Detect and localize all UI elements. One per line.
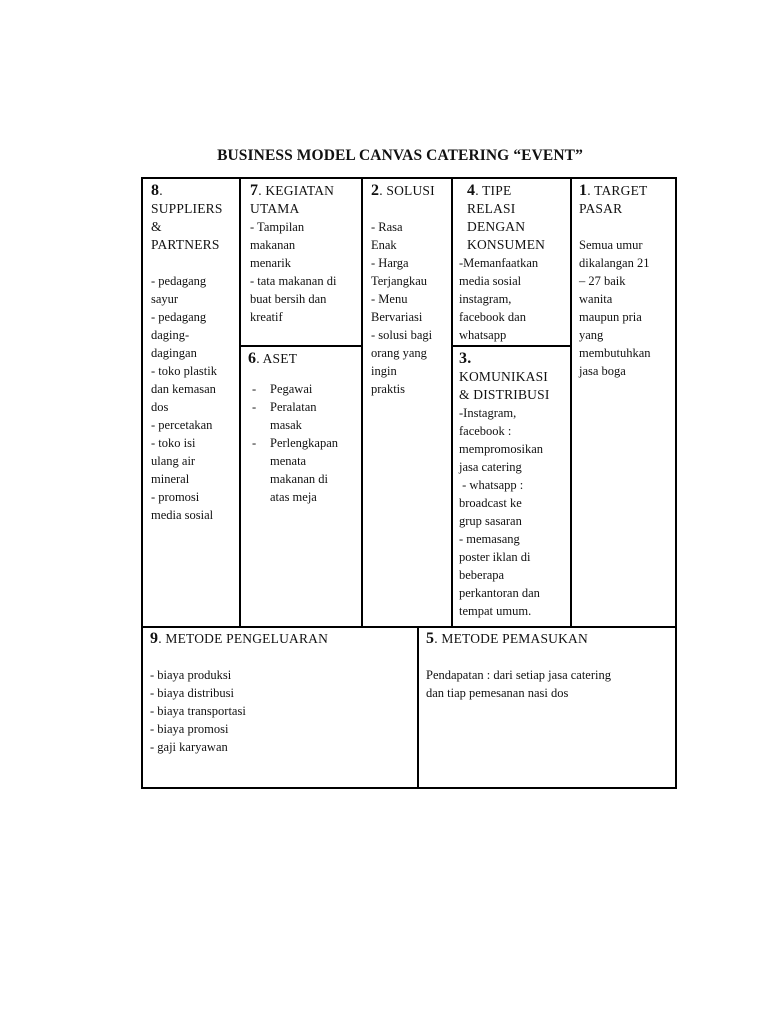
cost-structure-block — [150, 630, 415, 756]
header-line: METODE PEMASUKAN — [441, 631, 588, 646]
text-line: Enak — [371, 238, 397, 252]
text-line: Peralatan — [270, 400, 317, 414]
header-line: DENGAN — [467, 219, 526, 234]
block-number: 4 — [467, 182, 476, 199]
block-header: 9. METODE PENGELUARAN — [150, 630, 329, 647]
text-line: - tata makanan di — [250, 274, 337, 288]
header-line: RELASI — [467, 201, 516, 216]
text-line: mineral — [151, 472, 190, 486]
text-line: grup sasaran — [459, 514, 522, 528]
text-line: maupun pria — [579, 310, 642, 324]
block-header: 2. SOLUSI — [371, 182, 435, 199]
block-header: 8. SUPPLIERS & PARTNERS — [151, 182, 237, 254]
divider — [451, 345, 572, 347]
customer-relationships-block — [459, 182, 569, 344]
text-line: perkantoran dan — [459, 586, 540, 600]
customer-segments-block — [579, 182, 675, 380]
text-line: dan kemasan — [151, 382, 216, 396]
text-line: ulang air — [151, 454, 196, 468]
text-line: tempat umum. — [459, 604, 532, 618]
block-number: 9 — [150, 630, 159, 647]
block-number: 1 — [579, 182, 588, 199]
block-header: 1. TARGET PASAR — [579, 182, 675, 218]
text-line: menata — [270, 454, 307, 468]
text-line: - biaya transportasi — [150, 704, 246, 718]
text-line: jasa boga — [579, 364, 626, 378]
text-line: kreatif — [250, 310, 283, 324]
divider — [417, 626, 419, 787]
divider — [570, 179, 572, 626]
text-line: makanan di — [270, 472, 328, 486]
header-line: TIPE — [482, 183, 512, 198]
text-line: - Tampilan — [250, 220, 305, 234]
revenue-streams-block — [426, 630, 674, 702]
text-line: membutuhkan — [579, 346, 651, 360]
header-line: METODE PENGELUARAN — [165, 631, 329, 646]
header-line: SUPPLIERS — [151, 201, 223, 216]
header-line: & — [151, 219, 162, 234]
page-title: BUSINESS MODEL CANVAS CATERING “EVENT” — [217, 147, 583, 164]
header-line: UTAMA — [250, 201, 300, 216]
block-content — [250, 218, 360, 326]
text-line: wanita — [579, 292, 613, 306]
block-number: 3. — [459, 350, 472, 367]
text-line: - pedagang — [151, 274, 207, 288]
text-line: instagram, — [459, 292, 512, 306]
text-line: - whatsapp : — [459, 478, 524, 492]
text-line: – 27 baik — [579, 274, 626, 288]
header-line: ASET — [262, 351, 298, 366]
divider — [239, 179, 241, 626]
text-line: facebook dan — [459, 310, 526, 324]
text-line: -Instagram, — [459, 406, 517, 420]
text-line: menarik — [250, 256, 291, 270]
key-resources-block — [248, 350, 360, 506]
text-line: dan tiap pemesanan nasi dos — [426, 686, 569, 700]
text-line: orang yang — [371, 346, 427, 360]
block-header: 5. METODE PEMASUKAN — [426, 630, 588, 647]
value-proposition-block — [371, 182, 451, 398]
text-line: - memasang — [459, 532, 520, 546]
text-line: - Rasa — [371, 220, 403, 234]
block-number: 8 — [151, 182, 160, 199]
block-content — [459, 254, 569, 344]
block-content — [459, 404, 569, 620]
text-line: - Menu — [371, 292, 408, 306]
block-header: 7. KEGIATAN UTAMA — [250, 182, 360, 218]
header-line: KOMUNIKASI — [459, 369, 548, 384]
text-line: - biaya promosi — [150, 722, 229, 736]
list-item — [248, 380, 360, 398]
text-line: masak — [270, 418, 302, 432]
divider — [361, 179, 363, 626]
channels-block — [459, 350, 569, 620]
block-content — [150, 666, 415, 756]
header-line: PARTNERS — [151, 237, 220, 252]
text-line: makanan — [250, 238, 296, 252]
text-line: - Harga — [371, 256, 409, 270]
text-line: Pegawai — [270, 382, 313, 396]
header-line: PASAR — [579, 201, 623, 216]
text-line: Perlengkapan — [270, 436, 339, 450]
text-line: ingin — [371, 364, 397, 378]
divider — [143, 626, 675, 628]
block-header: 4. TIPE RELASI DENGAN KONSUMEN — [459, 182, 569, 254]
text-line: - biaya distribusi — [150, 686, 235, 700]
list-item — [248, 434, 360, 506]
key-activities-block — [250, 182, 360, 326]
text-line: media sosial — [151, 508, 214, 522]
text-line: beberapa — [459, 568, 505, 582]
text-line: media sosial — [459, 274, 522, 288]
header-line: SOLUSI — [386, 183, 435, 198]
text-line: - toko plastik — [151, 364, 217, 378]
text-line: Semua umur — [579, 238, 643, 252]
text-line: - toko isi — [151, 436, 196, 450]
header-line: TARGET — [594, 183, 648, 198]
block-content — [426, 666, 674, 702]
key-partners-block — [151, 182, 237, 524]
text-line: praktis — [371, 382, 406, 396]
business-model-canvas — [141, 177, 677, 789]
text-line: - gaji karyawan — [150, 740, 228, 754]
block-number: 6 — [248, 350, 257, 367]
text-line: - solusi bagi — [371, 328, 433, 342]
text-line: dikalangan 21 — [579, 256, 650, 270]
text-line: - percetakan — [151, 418, 213, 432]
block-header: 6. ASET — [248, 350, 298, 367]
block-content — [371, 218, 451, 398]
block-header — [459, 350, 569, 404]
block-number: 5 — [426, 630, 435, 647]
block-content — [579, 236, 675, 380]
text-line: whatsapp — [459, 328, 507, 342]
text-line: sayur — [151, 292, 179, 306]
text-line: broadcast ke — [459, 496, 522, 510]
text-line: mempromosikan — [459, 442, 544, 456]
text-line: Terjangkau — [371, 274, 428, 288]
text-line: - pedagang — [151, 310, 207, 324]
divider — [239, 345, 363, 347]
block-number: 2 — [371, 182, 380, 199]
text-line: buat bersih dan — [250, 292, 327, 306]
block-content — [248, 380, 360, 506]
list-item — [248, 398, 360, 434]
header-line: & DISTRIBUSI — [459, 387, 550, 402]
text-line: poster iklan di — [459, 550, 531, 564]
block-number: 7 — [250, 182, 259, 199]
text-line: yang — [579, 328, 604, 342]
text-line: daging- — [151, 328, 190, 342]
text-line: -Memanfaatkan — [459, 256, 539, 270]
block-content — [151, 272, 237, 524]
text-line: dagingan — [151, 346, 197, 360]
text-line: atas meja — [270, 490, 317, 504]
text-line: dos — [151, 400, 169, 414]
text-line: Pendapatan : dari setiap jasa catering — [426, 668, 611, 682]
header-line: KEGIATAN — [265, 183, 335, 198]
header-line: KONSUMEN — [467, 237, 546, 252]
text-line: Bervariasi — [371, 310, 423, 324]
text-line: - biaya produksi — [150, 668, 232, 682]
text-line: - promosi — [151, 490, 200, 504]
divider — [451, 179, 453, 626]
text-line: jasa catering — [459, 460, 522, 474]
text-line: facebook : — [459, 424, 512, 438]
